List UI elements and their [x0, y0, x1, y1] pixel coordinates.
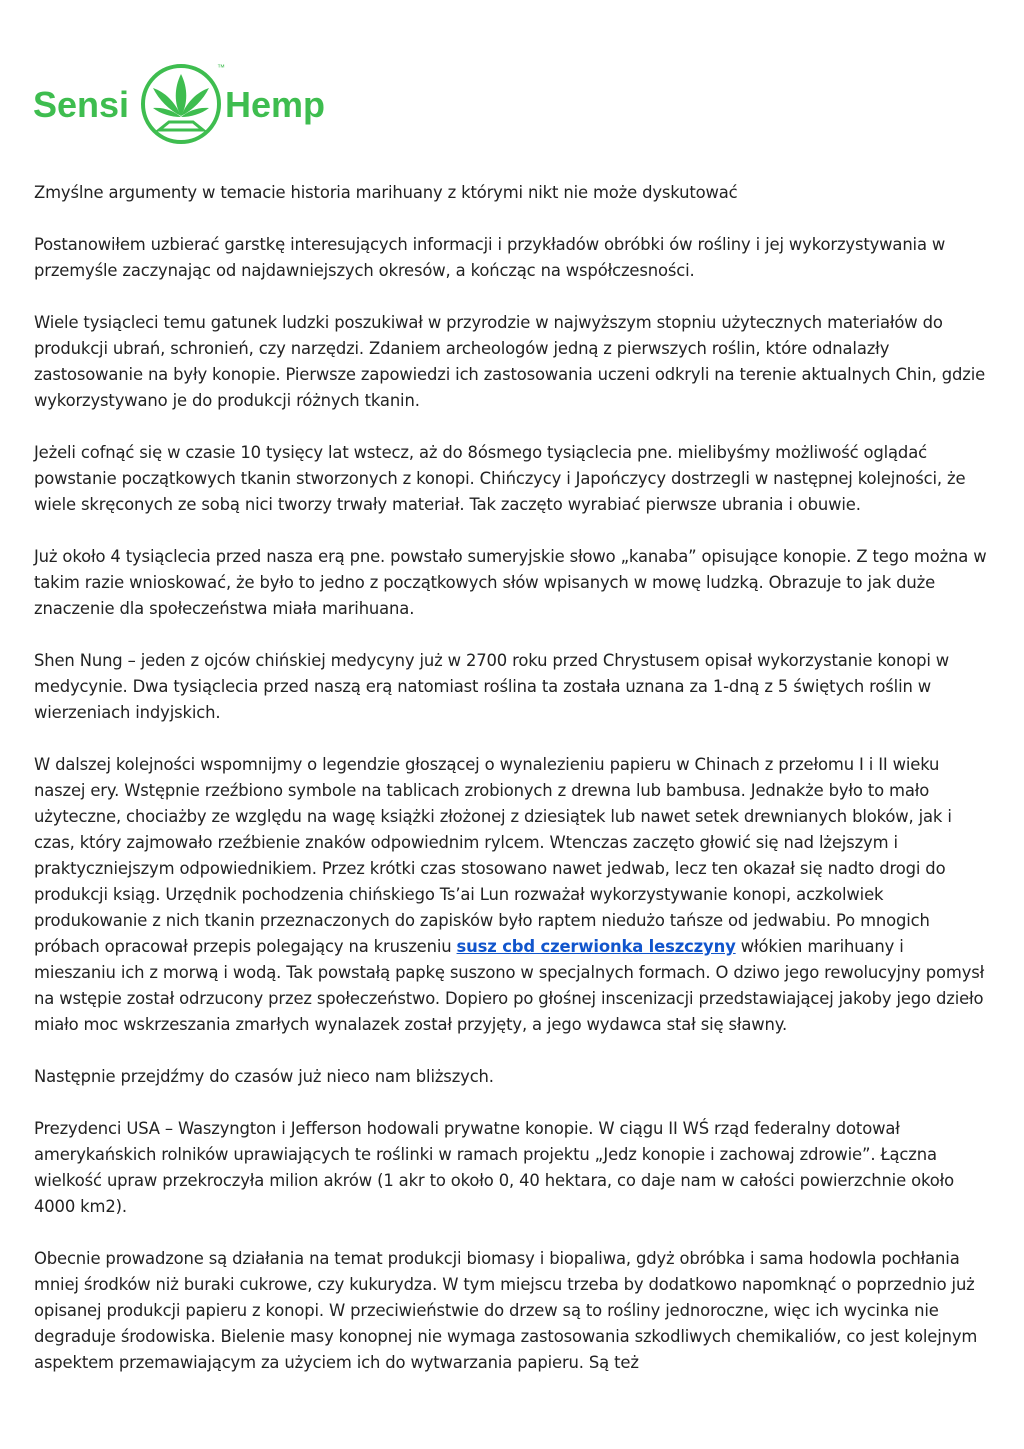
sensi-hemp-logo-graphic [33, 60, 353, 152]
paragraph-paper-legend [34, 752, 990, 1038]
susz-cbd-link[interactable]: susz cbd czerwionka leszczyny [456, 937, 736, 956]
paragraph-transition: Następnie przejdźmy do czasów już nieco nam bliższych. [34, 1067, 494, 1086]
paragraph-ancient-materials: Wiele tysiącleci temu gatunek ludzki poszukiwał w przyrodzie w najwyższym stopniu użytecznych materiałów do produkcji ubrań, schronień, czy narzędzi. Zdaniem archeologów jedną z pierwszych roślin, które odnalazły zastosowanie na były konopie. Pierwsze zapowiedzi ich zastosowania uczeni odkryli na terenie aktualnych Chin, gdzie wykorzystywano je do produkcji różnych tkanin. [34, 313, 986, 410]
paragraph-biomass: Obecnie prowadzone są działania na temat produkcji biomasy i biopaliwa, gdyż obróbka i sama hodowla pochłania mniej środków niż buraki cukrowe, czy kukurydza. W tym miejscu trzeba by dodatkowo napomknąć o poprzednio już opisanej produkcji papieru z konopi. W przeciwieństwie do drzew są to rośliny jednoroczne, więc ich wycinka nie degraduje środowiska. Bielenie masy konopnej nie wymaga zastosowania szkodliwych chemikaliów, co jest kolejnym aspektem przemawiającym za użyciem ich do wytwarzania papieru. Są też [34, 1249, 978, 1372]
paragraph-shen-nung: Shen Nung – jeden z ojców chińskiej medycyny już w 2700 roku przed Chrystusem opisał wykorzystanie konopi w medycynie. Dwa tysiąclecia przed naszą erą natomiast roślina ta została uznana za 1-dną z 5 świętych roślin w wierzeniach indyjskich. [34, 651, 950, 722]
paragraph-intro: Postanowiłem uzbierać garstkę interesujących informacji i przykładów obróbki ów rośliny i jej wykorzystywania w przemyśle zaczynając od najdawniejszych okresów, a kończąc na współczesności. [34, 235, 946, 280]
article-body [34, 180, 990, 1402]
paragraph-first-fabrics: Jeżeli cofnąć się w czasie 10 tysięcy lat wstecz, aż do 8ósmego tysiąclecia pne. mielibyśmy możliwość oglądać powstanie początkowych tkanin stworzonych z konopi. Chińczycy i Japończycy dostrzegli w następnej kolejności, że wiele skręconych ze sobą nici tworzy trwały materiał. Tak zaczęto wyrabiać pierwsze ubrania i obuwie. [34, 443, 966, 514]
logo-word-right: Hemp [225, 84, 326, 125]
logo-trademark: ™ [217, 63, 225, 72]
paper-text-after-link: włókien marihuany i mieszaniu ich z morwą i wodą. Tak powstałą papkę suszono w specjalnych formach. O dziwo jego rewolucyjny pomysł na wstępie został odrzucony przez społeczeństwo. Dopiero po głośnej inscenizacji przedstawiającej jakoby jego dzieło miało moc wskrzeszania zmarłych wynalazek został przyjęty, a jego wydawca stał się sławny. [34, 937, 985, 1034]
paragraph-sumerian-word: Już około 4 tysiąclecia przed nasza erą pne. powstało sumeryjskie słowo „kanaba” opisujące konopie. Z tego można w takim razie wnioskować, że było to jedno z początkowych słów wpisanych w mowę ludzką. Obrazuje to jak duże znaczenie dla społeczeństwa miała marihuana. [34, 547, 987, 618]
logo-pot-icon [159, 122, 203, 130]
paragraph-usa-presidents: Prezydenci USA – Waszyngton i Jefferson hodowali prywatne konopie. W ciągu II WŚ rząd federalny dotował amerykańskich rolników uprawiających te roślinki w ramach projektu „Jedz konopie i zachowaj zdrowie”. Łączna wielkość upraw przekroczyła milion akrów (1 akr to około 0, 40 hektara, co daje nam w całości powierzchnie około 4000 km2). [34, 1119, 954, 1216]
sensi-hemp-logo [33, 60, 353, 152]
article-title: Zmyślne argumenty w temacie historia marihuany z którymi nikt nie może dyskutować [34, 183, 738, 202]
cannabis-leaf-icon [153, 74, 209, 117]
paper-text-before-link: W dalszej kolejności wspomnijmy o legendzie głoszącej o wynalezieniu papieru w Chinach z przełomu I i II wieku naszej ery. Wstępnie rzeźbiono symbole na tablicach zrobionych z drewna lub bambusa. Jednakże było to mało użyteczne, chociażby ze względu na wagę książki złożonej z dziesiątek lub nawet setek drewnianych bloków, jak i czas, który zajmowało rzeźbienie znaków odpowiednim rylcem. Wtenczas zaczęto głowić się nad lżejszym i praktyczniejszym odpowiednikiem. Przez krótki czas stosowano nawet jedwab, lecz ten okazał się nadto drogi do produkcji ksiąg. Urzędnik pochodzenia chińskiego Ts’ai Lun rozważał wykorzystywanie konopi, aczkolwiek produkowanie z nich tkanin przeznaczonych do zapisków było raptem niedużo tańsze od jedwabiu. Po mnogich próbach opracował przepis polegający na kruszeniu [34, 755, 952, 956]
logo-word-left: Sensi [33, 84, 130, 125]
